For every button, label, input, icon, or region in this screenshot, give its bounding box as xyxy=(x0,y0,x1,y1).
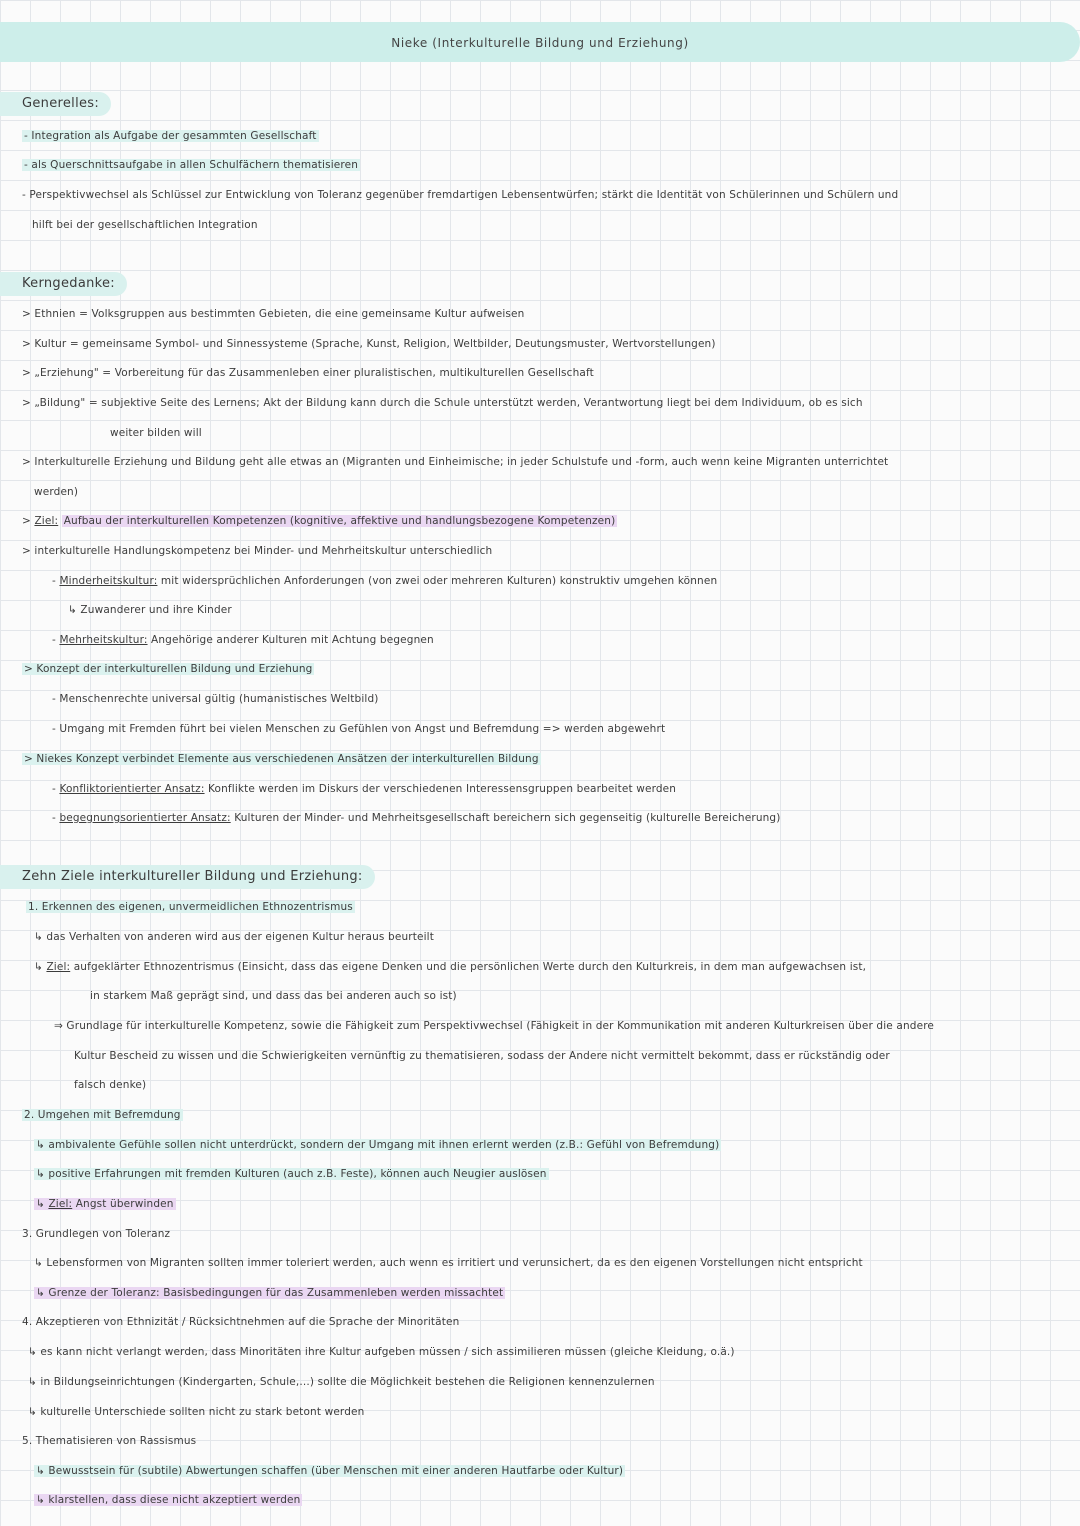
core-line: > Interkulturelle Erziehung und Bildung geht alle etwas an (Migranten und Einheimische; in jeder Schulstufe und -form, auch wenn keine Migranten unterrichtet xyxy=(22,456,889,468)
goal-line: in starkem Maß geprägt sind, und dass das bei anderen auch so ist) xyxy=(90,990,457,1002)
goal-target-line: ↳ Ziel: Angst überwinden xyxy=(36,1198,174,1210)
page-title: Nieke (Interkulturelle Bildung und Erziehung) xyxy=(391,36,689,50)
goal-target-line: ↳ Ziel: aufgeklärter Ethnozentrismus (Einsicht, dass das eigene Denken und die persönlichen Werte durch den Kulturkreis, in dem man aufgewachsen ist, xyxy=(34,961,867,973)
core-line: weiter bilden will xyxy=(110,427,202,439)
goal-line: ↳ es kann nicht verlangt werden, dass Minoritäten ihre Kultur aufgeben müssen / sich assimilieren müssen (gleiche Kleidung, o.ä.) xyxy=(28,1346,735,1358)
core-encounter-line: - begegnungsorientierter Ansatz: Kulturen der Minder- und Mehrheitsgesellschaft bereichern sich gegenseitig (kulturelle Bereicherung) xyxy=(52,812,781,824)
goal-line: ↳ klarstellen, dass diese nicht akzeptiert werden xyxy=(36,1494,301,1506)
core-line: > „Bildung" = subjektive Seite des Lernens; Akt der Bildung kann durch die Schule unterstützt werden, Verantwortung liegt bei dem Individuum, ob es sich xyxy=(22,397,863,409)
section-goals-heading: Zehn Ziele interkultureller Bildung und Erziehung: xyxy=(0,865,375,889)
core-nieke-line: > Niekes Konzept verbindet Elemente aus verschiedenen Ansätzen der interkulturellen Bildung xyxy=(24,753,539,765)
general-line-2: - als Querschnittsaufgabe in allen Schulfächern thematisieren xyxy=(24,159,359,171)
core-line: - Umgang mit Fremden führt bei vielen Menschen zu Gefühlen von Angst und Befremdung => werden abgewehrt xyxy=(52,723,666,735)
general-line-1: - Integration als Aufgabe der gesammten Gesellschaft xyxy=(24,130,317,142)
core-line: > „Erziehung" = Vorbereitung für das Zusammenleben einer pluralistischen, multikulturellen Gesellschaft xyxy=(22,367,594,379)
goal-line: ↳ kulturelle Unterschiede sollten nicht zu stark betont werden xyxy=(28,1406,365,1418)
goal-line: ↳ Bewusstsein für (subtile) Abwertungen schaffen (über Menschen mit einer anderen Hautfarbe oder Kultur) xyxy=(36,1465,624,1477)
goal-line: ↳ Lebensformen von Migranten sollten immer toleriert werden, auch wenn es irritiert und verunsichert, da es den eigenen Vorstellungen nicht entspricht xyxy=(34,1257,863,1269)
goal-line: ↳ Grenze der Toleranz: Basisbedingungen für das Zusammenleben werden missachtet xyxy=(36,1287,504,1299)
goal-heading: 5. Thematisieren von Rassismus xyxy=(22,1435,197,1447)
general-line-3: - Perspektivwechsel als Schlüssel zur Entwicklung von Toleranz gegenüber fremdartigen Lebensentwürfen; stärkt die Identität von Schülerinnen und Schülern und xyxy=(22,189,899,201)
core-line: - Menschenrechte universal gültig (humanistisches Weltbild) xyxy=(52,693,379,705)
core-line: > Ethnien = Volksgruppen aus bestimmten Gebieten, die eine gemeinsame Kultur aufweisen xyxy=(22,308,525,320)
goal-heading: 2. Umgehen mit Befremdung xyxy=(24,1109,181,1121)
goal-line: ⇒ Grundlage für interkulturelle Kompetenz, sowie die Fähigkeit zum Perspektivwechsel (Fähigkeit in der Kommunikation mit anderen Kulturkreisen über die andere xyxy=(54,1020,935,1032)
core-line: ↳ Zuwanderer und ihre Kinder xyxy=(68,604,232,616)
core-minority-line: - Minderheitskultur: mit widersprüchlichen Anforderungen (von zwei oder mehreren Kulturen) konstruktiv umgehen können xyxy=(52,575,718,587)
goal-heading: 3. Grundlegen von Toleranz xyxy=(22,1228,171,1240)
goal-line: ↳ das Verhalten von anderen wird aus der eigenen Kultur heraus beurteilt xyxy=(34,931,435,943)
core-concept-line: > Konzept der interkulturellen Bildung und Erziehung xyxy=(24,663,313,675)
core-line: werden) xyxy=(34,486,79,498)
goal-heading: 1. Erkennen des eigenen, unvermeidlichen Ethnozentrismus xyxy=(28,901,353,913)
goal-line: Kultur Bescheid zu wissen und die Schwierigkeiten vernünftig zu thematisieren, sodass der Andere nicht vermittelt bekommt, dass er rückständig oder xyxy=(74,1050,890,1062)
goal-line: ↳ ambivalente Gefühle sollen nicht unterdrückt, sondern der Umgang mit ihnen erlernt werden (z.B.: Gefühl von Befremdung) xyxy=(36,1139,720,1151)
goal-line: falsch denke) xyxy=(74,1079,147,1091)
core-majority-line: - Mehrheitskultur: Angehörige anderer Kulturen mit Achtung begegnen xyxy=(52,634,434,646)
general-line-4: hilft bei der gesellschaftlichen Integration xyxy=(32,219,258,231)
section-general-heading: Generelles: xyxy=(0,92,111,116)
goal-heading: 4. Akzeptieren von Ethnizität / Rücksichtnehmen auf die Sprache der Minoritäten xyxy=(22,1316,460,1328)
core-goal-line: > Ziel: Aufbau der interkulturellen Kompetenzen (kognitive, affektive und handlungsbezogene Kompetenzen) xyxy=(22,515,616,527)
core-line: > Kultur = gemeinsame Symbol- und Sinnessysteme (Sprache, Kunst, Religion, Weltbilder, Deutungsmuster, Wertvorstellungen) xyxy=(22,338,716,350)
section-core-heading: Kerngedanke: xyxy=(0,272,127,296)
goal-line: ↳ positive Erfahrungen mit fremden Kulturen (auch z.B. Feste), können auch Neugier auslösen xyxy=(36,1168,547,1180)
core-conflict-line: - Konfliktorientierter Ansatz: Konflikte werden im Diskurs der verschiedenen Interessensgruppen bearbeitet werden xyxy=(52,783,677,795)
goal-line: ↳ in Bildungseinrichtungen (Kindergarten, Schule,...) sollte die Möglichkeit bestehen die Religionen kennenzulernen xyxy=(28,1376,655,1388)
core-line: > interkulturelle Handlungskompetenz bei Minder- und Mehrheitskultur unterschiedlich xyxy=(22,545,493,557)
